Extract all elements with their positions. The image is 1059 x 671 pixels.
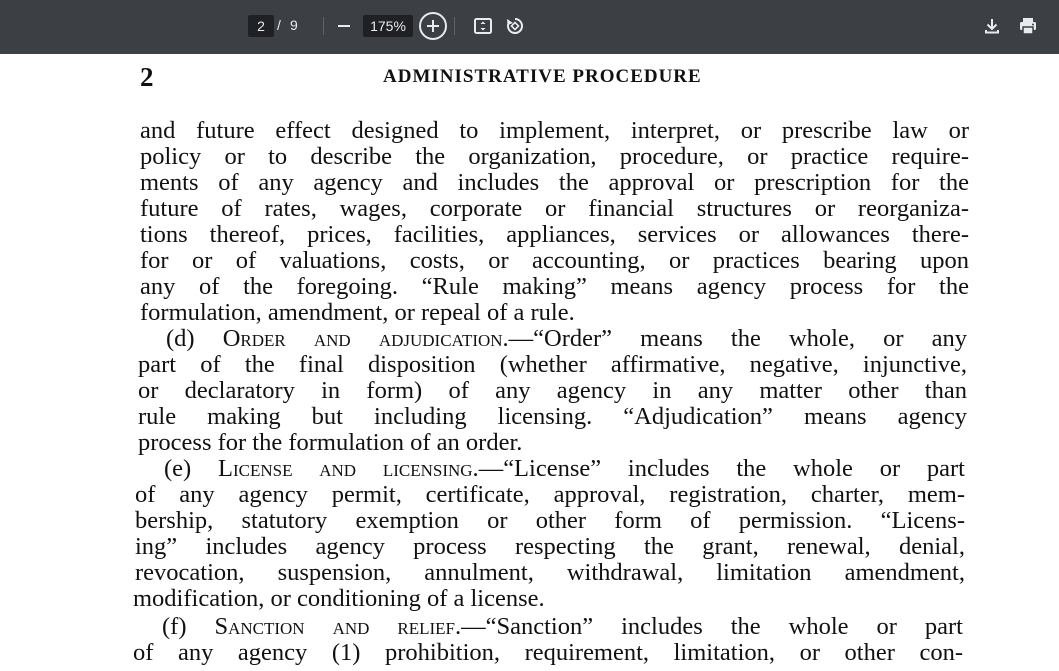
text-line: for or of valuations, costs, or accounting, or practices bearing upon: [140, 247, 969, 274]
zoom-out-button[interactable]: [328, 10, 360, 42]
rotate-button[interactable]: [499, 10, 531, 42]
download-icon: [983, 17, 1001, 35]
text-line: of any agency (1) prohibition, requirement, limitation, or other con-: [133, 639, 963, 666]
zoom-level-input[interactable]: 175%: [363, 15, 413, 37]
toolbar-divider: [323, 17, 324, 35]
text-line: or declaratory in form) of any agency in any matter other than: [138, 377, 967, 404]
section-text: —“Sanction” includes the whole or part: [461, 613, 963, 640]
text-line: policy or to describe the organization, procedure, or practice require-: [140, 143, 969, 170]
pdf-page: [0, 54, 1059, 671]
section-heading: License and licensing.: [217, 455, 479, 482]
fit-to-page-button[interactable]: [467, 10, 499, 42]
plus-icon: [426, 19, 440, 33]
print-button[interactable]: [1012, 10, 1044, 42]
section-e-line: [164, 456, 965, 482]
running-head: ADMINISTRATIVE PROCEDURE: [383, 66, 702, 87]
total-pages: 9: [290, 17, 298, 33]
section-d-line: [166, 326, 967, 352]
text-line: future of rates, wages, corporate or financial structures or reorganiza-: [140, 195, 969, 222]
text-line: ing” includes agency process respecting the grant, renewal, denial,: [135, 533, 965, 560]
text-line: process for the formulation of an order.: [138, 429, 523, 456]
text-line: formulation, amendment, or repeal of a rule.: [140, 299, 575, 326]
text-line: any of the foregoing. “Rule making” means agency process for the: [140, 273, 969, 300]
text-line: of any agency permit, certificate, approval, registration, charter, mem-: [135, 481, 965, 508]
minus-icon: [337, 19, 351, 33]
page-separator: /: [277, 17, 281, 33]
document-viewer[interactable]: [0, 54, 1059, 671]
text-line: ments of any agency and includes the approval or prescription for the: [140, 169, 969, 196]
text-line: revocation, suspension, annulment, withdrawal, limitation amendment,: [135, 559, 965, 586]
text-line: tions thereof, prices, facilities, appliances, services or allowances there-: [140, 221, 969, 248]
section-heading: Order and adjudication.: [222, 325, 509, 352]
print-icon: [1018, 16, 1038, 36]
text-line: modification, or conditioning of a license.: [133, 585, 545, 612]
section-label: (d): [166, 325, 223, 352]
section-f-line: [162, 614, 963, 640]
text-line: rule making but including licensing. “Adjudication” means agency: [138, 403, 967, 430]
rotate-icon: [505, 16, 525, 36]
text-line: part of the final disposition (whether affirmative, negative, injunctive,: [138, 351, 967, 378]
fit-page-icon: [473, 16, 493, 36]
section-text: —“License” includes the whole or part: [478, 455, 965, 482]
section-heading: Sanction and relief.: [214, 613, 462, 640]
current-page-input[interactable]: 2: [248, 15, 274, 37]
download-button[interactable]: [976, 10, 1008, 42]
text-line: bership, statutory exemption or other form of permission. “Licens-: [135, 507, 965, 534]
page-number: 2: [140, 62, 154, 92]
section-label: (f): [162, 613, 215, 640]
section-label: (e): [164, 455, 218, 482]
toolbar-divider: [454, 17, 455, 35]
text-line: and future effect designed to implement, interpret, or prescribe law or: [140, 117, 969, 144]
pdf-toolbar: [0, 0, 1059, 54]
section-text: —“Order” means the whole, or any: [508, 325, 968, 352]
zoom-in-button[interactable]: [419, 12, 447, 40]
